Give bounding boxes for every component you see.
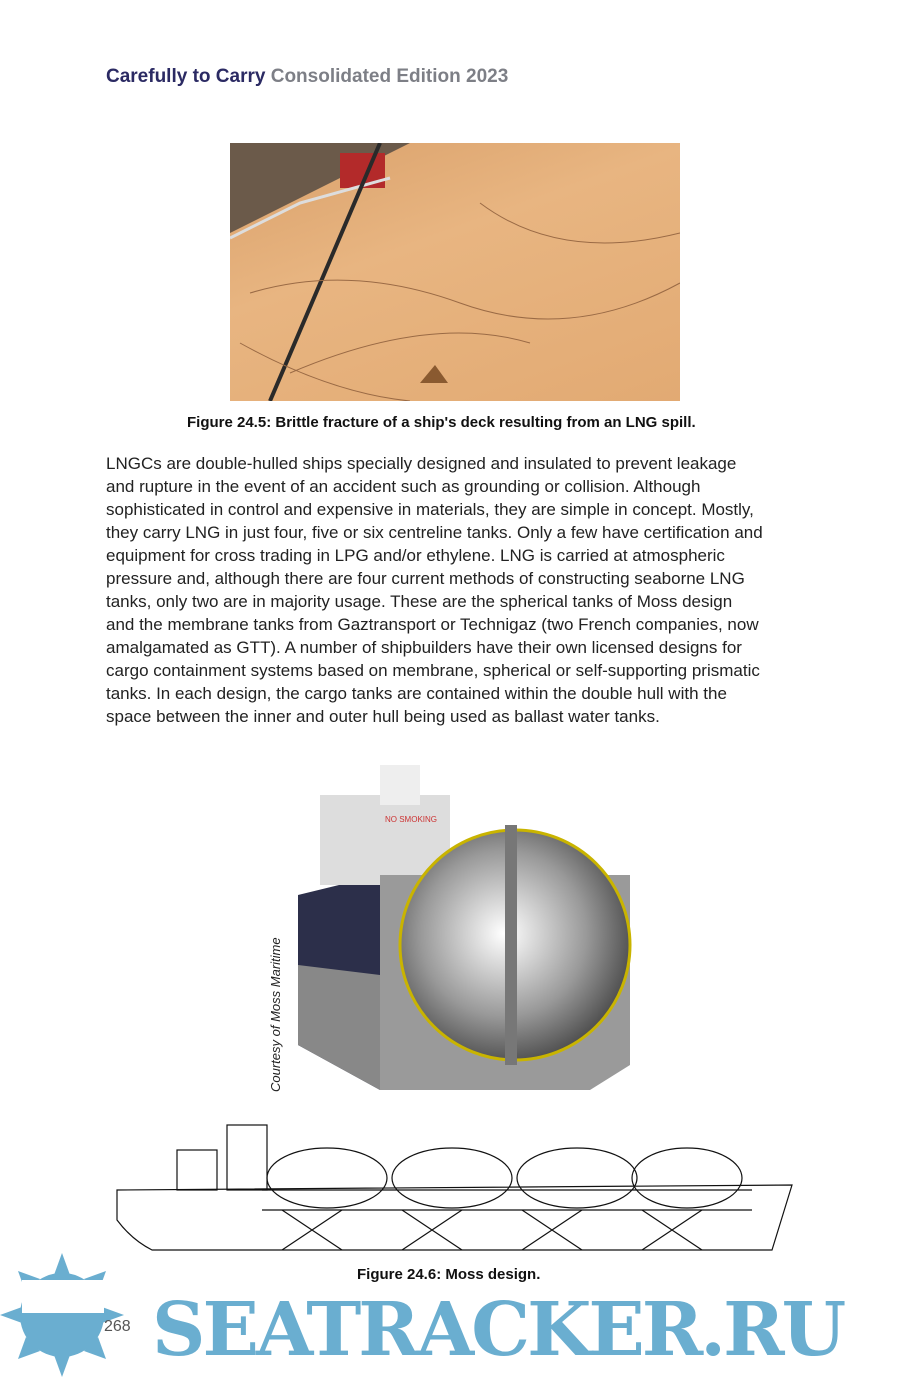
text-line: pressure and, although there are four current methods of constructing seaborne LNG: [106, 569, 745, 588]
text-line: amalgamated as GTT). A number of shipbuilders have their own licensed designs for: [106, 638, 742, 657]
text-line: equipment for cross trading in LPG and/or ethylene. LNG is carried at atmospheric: [106, 546, 725, 565]
body-paragraph: [106, 452, 806, 728]
text-line: cargo containment systems based on membrane, spherical or self-supporting prismatic: [106, 661, 760, 680]
figure-caption: Figure 24.5: Brittle fracture of a ship's deck resulting from an LNG spill.: [187, 414, 696, 431]
text-line: space between the inner and outer hull being used as ballast water tanks.: [106, 707, 660, 726]
book-title: Carefully to Carry: [106, 66, 266, 87]
text-line: sophisticated in control and expensive in materials, they are simple in concept. Mostly,: [106, 500, 754, 519]
watermark: SEATRACKER.RU: [152, 1287, 844, 1373]
running-header: [106, 66, 508, 88]
no-smoking-sign: NO SMOKING: [385, 815, 438, 824]
ship-profile-drawing: [112, 1100, 802, 1260]
text-line: tanks. In each design, the cargo tanks are contained within the double hull with the: [106, 684, 727, 703]
edition: Consolidated Edition 2023: [270, 66, 509, 87]
page-number: 268: [104, 1318, 131, 1335]
moss-tank-cutaway-illustration: [290, 745, 640, 1095]
text-line: LNGCs are double-hulled ships specially designed and insulated to prevent leakage: [106, 454, 737, 473]
image-credit: Courtesy of Moss Maritime: [268, 937, 283, 1092]
watermark-sun-logo: [0, 1250, 140, 1380]
text-line: and rupture in the event of an accident such as grounding or collision. Although: [106, 477, 701, 496]
deck-fracture-photo: [230, 143, 680, 401]
text-line: tanks, only two are in majority usage. These are the spherical tanks of Moss design: [106, 592, 733, 611]
text-line: they carry LNG in just four, five or six centreline tanks. Only a few have certification and: [106, 523, 763, 542]
text-line: and the membrane tanks from Gaztransport or Technigaz (two French companies, now: [106, 615, 759, 634]
figure-caption: Figure 24.6: Moss design.: [357, 1266, 541, 1283]
